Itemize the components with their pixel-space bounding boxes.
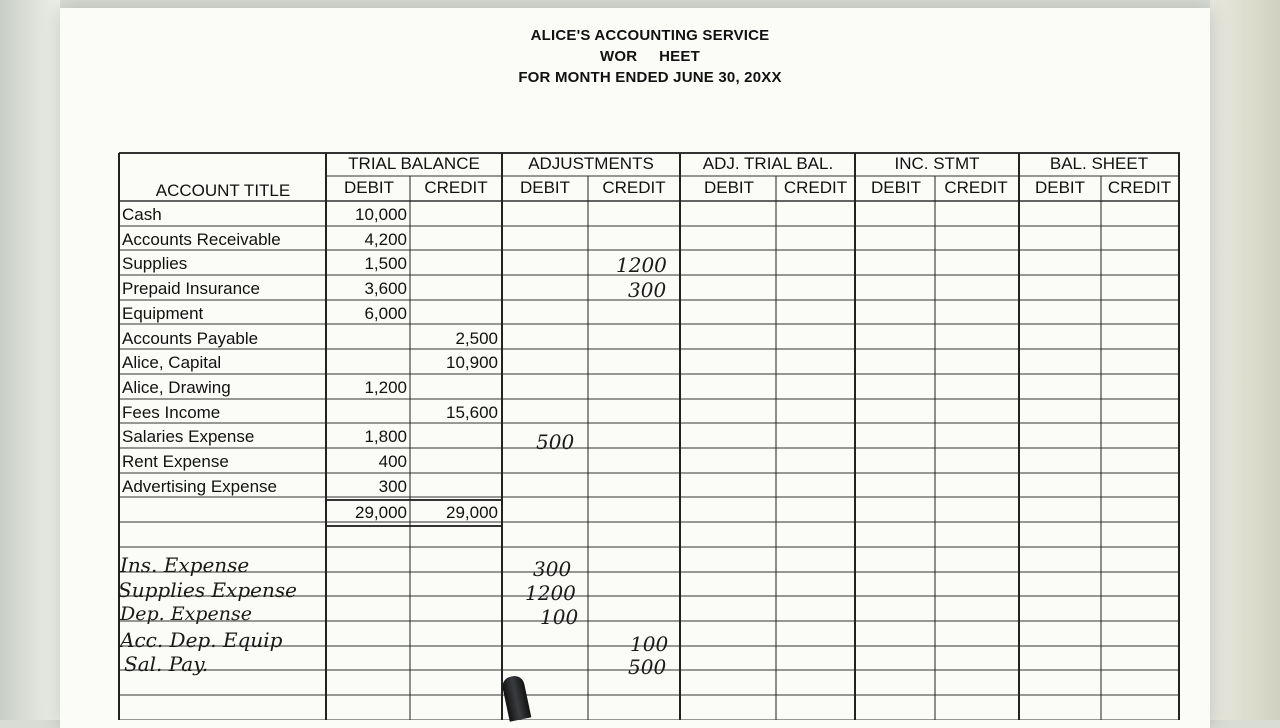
header-atb-debit: DEBIT [703,178,755,197]
handwritten-sal-pay-credit: 500 [628,655,667,679]
header-adj-credit: CREDIT [602,178,666,197]
tb-debit-value: 400 [378,452,407,471]
total-tb-credit: 29,000 [446,503,498,522]
tb-debit-value: 4,200 [364,230,407,249]
handwritten-salaries-adj-debit: 500 [536,430,575,454]
header-atb-credit: CREDIT [783,178,848,197]
header-tb-debit: DEBIT [343,178,395,197]
total-tb-debit: 29,000 [355,503,407,522]
header-bal-sheet: BAL. SHEET [1049,154,1149,173]
tb-debit-value: 6,000 [364,304,407,323]
account-title: Rent Expense [122,452,229,471]
header-bs-debit: DEBIT [1034,178,1086,197]
account-title: Accounts Payable [122,329,259,348]
account-title: Cash [122,205,162,224]
tb-credit-value: 15,600 [446,403,498,422]
tb-credit-value: 10,900 [446,353,498,372]
handwritten-account-acc-dep-equip: Acc. Dep. Equip [120,628,283,652]
tb-credit-value: 2,500 [455,329,498,348]
header-adj-trial-bal: ADJ. TRIAL BAL. [702,154,834,173]
handwritten-supplies-expense-debit: 1200 [525,581,576,605]
header-is-credit: CREDIT [944,178,1008,197]
account-title: Fees Income [122,403,221,422]
handwritten-prepaid-adj-credit: 300 [628,278,667,302]
tb-debit-value: 1,500 [364,254,407,273]
handwritten-acc-dep-equip-credit: 100 [630,632,669,656]
header-account-title: ACCOUNT TITLE [155,181,291,200]
handwritten-ins-expense-debit: 300 [533,557,572,581]
tb-debit-value: 3,600 [364,279,407,298]
account-title: Advertising Expense [122,477,277,496]
handwritten-account-sal-pay: Sal. Pay. [124,652,209,676]
handwritten-account-dep-expense: Dep. Expense [120,603,252,625]
account-title: Alice, Drawing [122,378,231,397]
handwritten-account-ins-expense: Ins. Expense [120,553,250,577]
account-title: Accounts Receivable [122,230,281,249]
handwritten-supplies-adj-credit: 1200 [616,253,667,277]
account-title: Salaries Expense [122,427,255,446]
header-adj-debit: DEBIT [519,178,571,197]
header-is-debit: DEBIT [870,178,922,197]
company-name: ALICE'S ACCOUNTING SERVICE [530,27,770,44]
tb-debit-value: 300 [378,477,407,496]
tb-debit-value: 1,200 [364,378,407,397]
worksheet-label: WOR HEET [600,48,700,65]
header-adjustments: ADJUSTMENTS [528,154,654,173]
handwritten-account-supplies-expense: Supplies Expense [118,578,297,602]
account-title: Alice, Capital [122,353,222,372]
header-tb-credit: CREDIT [424,178,488,197]
account-title: Equipment [122,304,204,323]
account-title: Prepaid Insurance [122,279,260,298]
header-bs-credit: CREDIT [1107,178,1172,197]
period-label: FOR MONTH ENDED JUNE 30, 20XX [518,69,782,86]
tb-debit-value: 1,800 [364,427,407,446]
header-trial-balance: TRIAL BALANCE [348,154,480,173]
header-inc-stmt: INC. STMT [894,154,980,173]
account-title: Supplies [122,254,188,273]
handwritten-dep-expense-debit: 100 [540,605,579,629]
tb-debit-value: 10,000 [355,205,407,224]
